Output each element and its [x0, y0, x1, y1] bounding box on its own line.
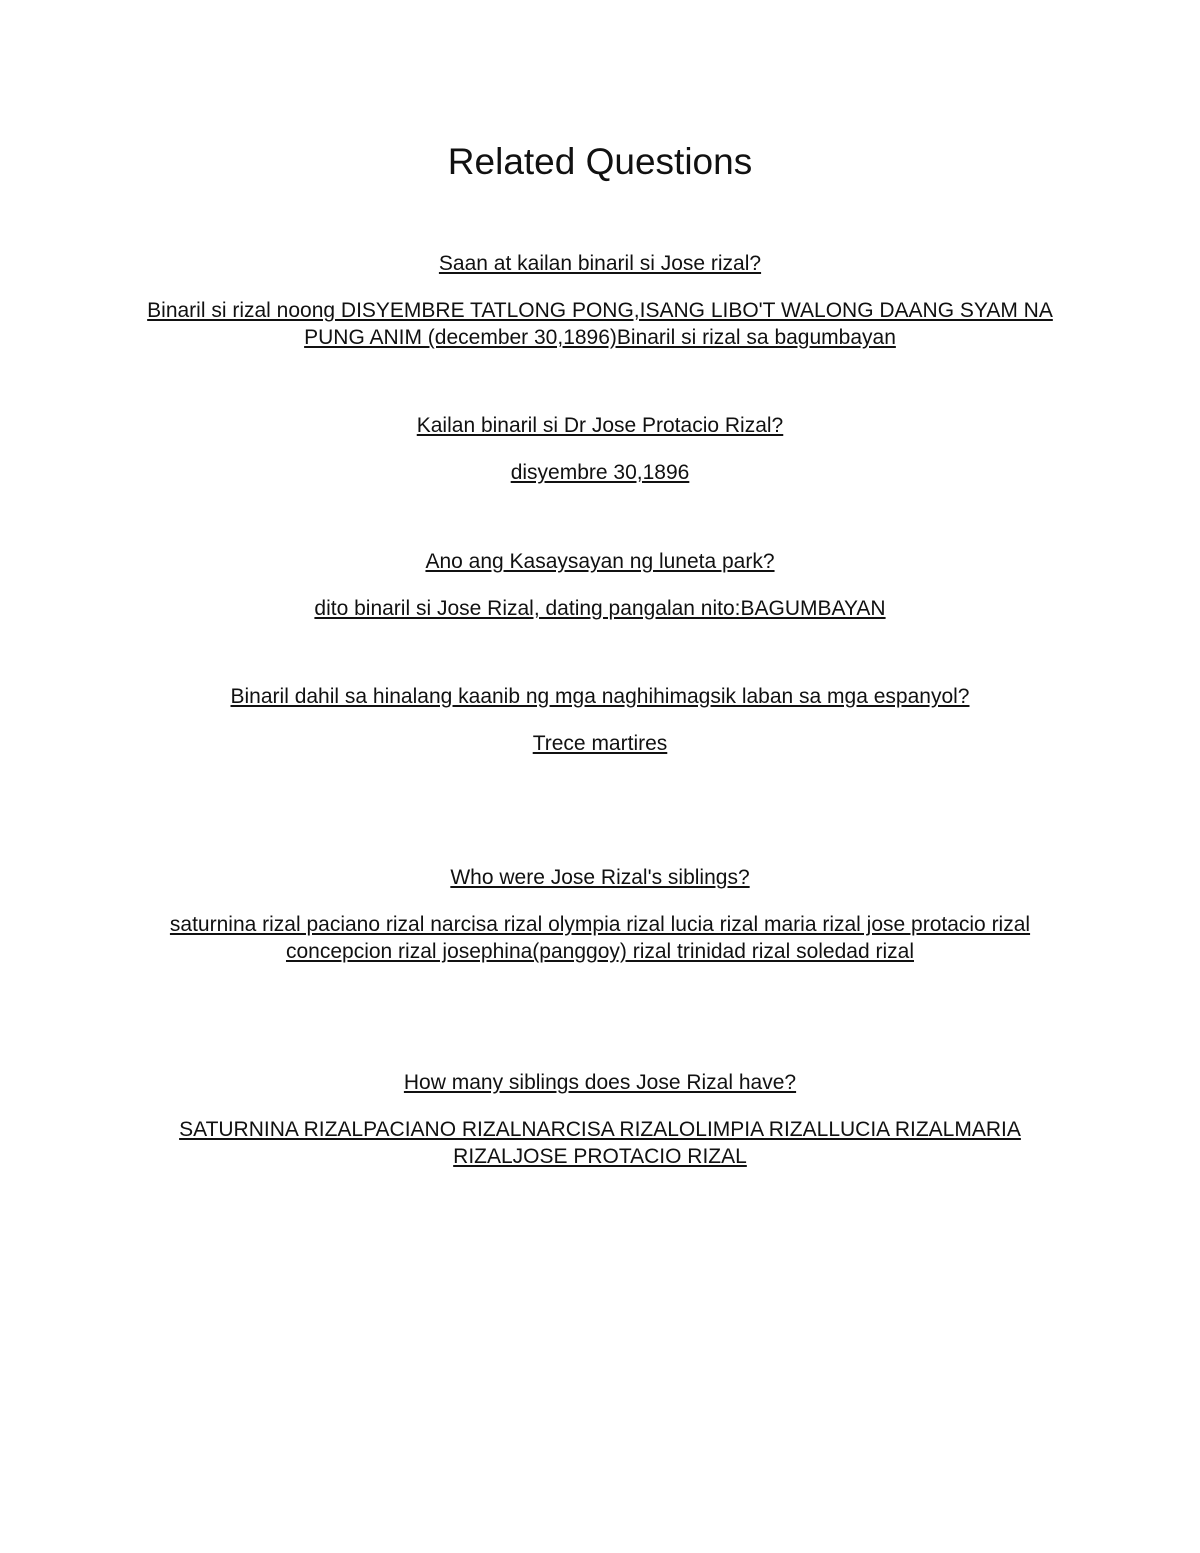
- question-link[interactable]: Saan at kailan binaril si Jose rizal?: [438, 252, 762, 275]
- qa-item: [100, 683, 1100, 757]
- qa-item: [100, 864, 1100, 965]
- page-title: Related Questions: [447, 141, 753, 182]
- question-link[interactable]: Ano ang Kasaysayan ng luneta park?: [425, 550, 775, 573]
- answer-link[interactable]: Trece martires: [532, 732, 668, 755]
- qa-item: [100, 1069, 1100, 1170]
- qa-item: [100, 250, 1100, 351]
- question-link[interactable]: How many siblings does Jose Rizal have?: [403, 1071, 797, 1094]
- question-link[interactable]: Binaril dahil sa hinalang kaanib ng mga naghihimagsik laban sa mga espanyol?: [230, 685, 970, 708]
- answer-link[interactable]: disyembre 30,1896: [510, 461, 690, 484]
- answer-link[interactable]: dito binaril si Jose Rizal, dating pangalan nito:BAGUMBAYAN: [314, 597, 886, 620]
- answer-link[interactable]: SATURNINA RIZALPACIANO RIZALNARCISA RIZALOLIMPIA RIZALLUCIA RIZALMARIA RIZALJOSE PROTACIO RIZAL: [179, 1118, 1021, 1168]
- question-link[interactable]: Who were Jose Rizal's siblings?: [450, 866, 750, 889]
- qa-item: [100, 412, 1100, 486]
- qa-item: [100, 548, 1100, 622]
- question-link[interactable]: Kailan binaril si Dr Jose Protacio Rizal?: [416, 414, 784, 437]
- answer-link[interactable]: saturnina rizal paciano rizal narcisa rizal olympia rizal lucia rizal maria rizal jose protacio rizal concepcion rizal josephina(panggoy) rizal trinidad rizal soledad rizal: [169, 913, 1031, 963]
- answer-link[interactable]: Binaril si rizal noong DISYEMBRE TATLONG PONG,ISANG LIBO'T WALONG DAANG SYAM NA PUNG ANIM (december 30,1896)Binaril si rizal sa bagumbayan: [147, 299, 1053, 349]
